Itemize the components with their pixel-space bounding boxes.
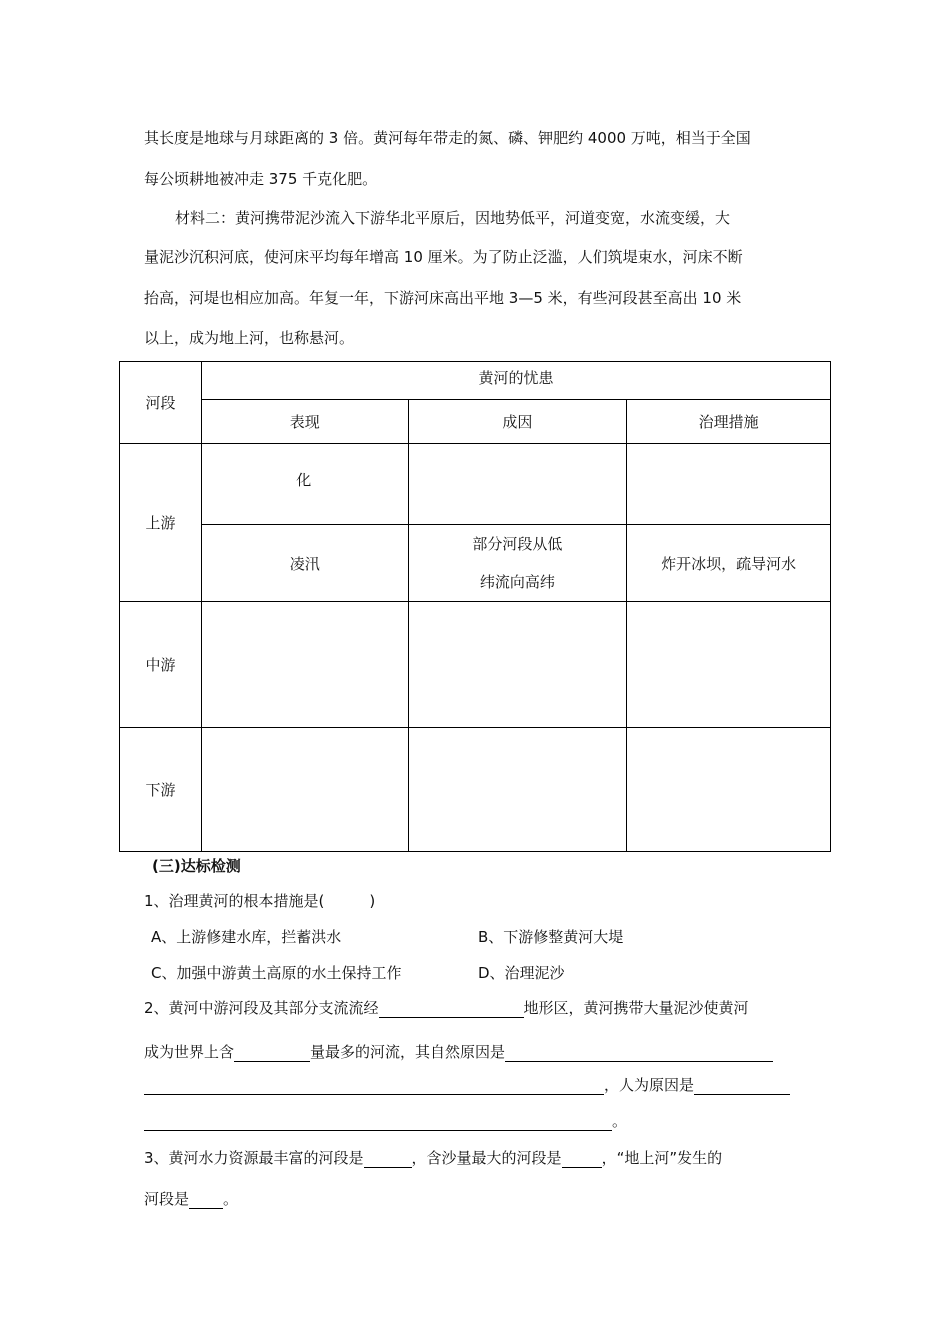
q3-line-1 [144,1148,722,1168]
q3-blank-sediment[interactable] [562,1151,602,1168]
header-segment: 河段 [120,362,202,444]
header-group: 黄河的忧患 [201,362,830,400]
q1-option-a[interactable]: A、上游修建水库，拦蓄洪水 [151,928,342,946]
q3-text-2: ，含沙量最大的河段是 [411,1149,562,1167]
q1-stem: 1、治理黄河的根本措施是( ) [144,892,376,910]
cell-lower-measure[interactable] [627,728,831,852]
cell-upper-b-cause [408,525,627,602]
q3-text-3: ，“地上河”发生的 [601,1149,723,1167]
cell-upper-b-measure: 炸开冰坝，疏导河水 [627,525,831,602]
cell-middle-cause[interactable] [408,602,627,728]
q3-text-1: 3、黄河水力资源最丰富的河段是 [144,1149,364,1167]
q2-text-3: 成为世界上含 [144,1043,235,1061]
paragraph-2-line-3: 抬高，河堤也相应加高。年复一年，下游河床高出平地 3—5 米，有些河段甚至高出 10 米 [144,289,742,307]
paragraph-2-line-4: 以上，成为地上河，也称悬河。 [144,329,355,347]
q2-text-5: ，人为原因是 [604,1076,695,1094]
q1-option-b[interactable]: B、下游修整黄河大堤 [478,928,624,946]
q3-text-4: 河段是 [144,1190,190,1208]
paragraph-2-line-2: 量泥沙沉积河底，使河床平均每年增高 10 厘米。为了防止泛滥，人们筑堤束水，河床不断 [144,248,743,266]
q1-option-c[interactable]: C、加强中游黄土高原的水土保持工作 [151,964,402,982]
cell-upper-a-manifest: 化 [201,444,408,525]
q2-blank-human-reason-cont[interactable] [144,1114,612,1131]
q2-line-2 [144,1042,773,1062]
header-cause: 成因 [408,400,627,444]
q3-text-5: 。 [223,1190,239,1208]
q2-text-1: 2、黄河中游河段及其部分支流流经 [144,999,379,1017]
q2-blank-content[interactable] [234,1045,310,1062]
cell-upper-a-measure[interactable] [627,444,831,525]
q1-option-d[interactable]: D、治理泥沙 [478,964,565,982]
cell-lower-manifest[interactable] [201,728,408,852]
q2-line-4 [144,1111,627,1131]
paragraph-1-line-2: 每公顷耕地被冲走 375 千克化肥。 [144,170,378,188]
row-lower-label: 下游 [120,728,202,852]
cell-middle-measure[interactable] [627,602,831,728]
q2-line-3 [144,1075,790,1095]
q2-blank-natural-reason-cont[interactable] [144,1078,604,1095]
q3-blank-hydropower[interactable] [364,1151,412,1168]
cell-upper-b-manifest: 凌汛 [201,525,408,602]
q2-text-2: 地形区，黄河携带大量泥沙使黄河 [523,999,749,1017]
q2-blank-natural-reason[interactable] [505,1045,773,1062]
q3-line-2 [144,1189,238,1209]
cell-lower-cause[interactable] [408,728,627,852]
header-manifest: 表现 [201,400,408,444]
row-upper-label: 上游 [120,444,202,602]
paragraph-2-line-1: 材料二：黄河携带泥沙流入下游华北平原后，因地势低平，河道变宽，水流变缓，大 [175,209,731,227]
q3-blank-suspended-river[interactable] [189,1192,223,1209]
cell-upper-a-cause[interactable] [408,444,627,525]
q2-line-1 [144,998,749,1018]
section-title: (三)达标检测 [152,857,241,875]
paragraph-1-line-1: 其长度是地球与月球距离的 3 倍。黄河每年带走的氮、磷、钾肥约 4000 万吨，相当于全国 [144,129,751,147]
cause-line-2: 纬流向高纬 [479,573,555,591]
yellow-river-table [119,361,831,852]
q2-text-4: 量最多的河流，其自然原因是 [310,1043,506,1061]
q2-blank-region[interactable] [379,1001,524,1018]
q2-blank-human-reason[interactable] [694,1078,790,1095]
cause-line-1: 部分河段从低 [472,535,563,553]
header-measure: 治理措施 [627,400,831,444]
row-middle-label: 中游 [120,602,202,728]
q2-text-6: 。 [612,1112,628,1130]
cell-middle-manifest[interactable] [201,602,408,728]
